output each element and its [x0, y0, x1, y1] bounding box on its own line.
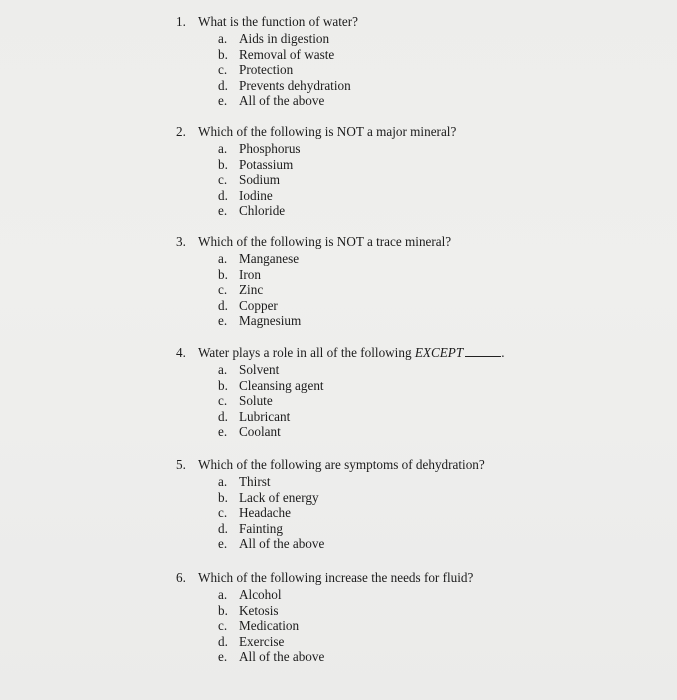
option-text: Copper [239, 297, 278, 313]
answer-options [176, 141, 616, 219]
question-number: 5. [176, 457, 186, 472]
question-number: 4. [176, 345, 186, 360]
option-text: Lubricant [239, 408, 291, 424]
option-letter: b. [218, 489, 228, 505]
question-stem [176, 124, 616, 140]
option-text: Iodine [239, 187, 273, 203]
option-letter: a. [218, 474, 228, 489]
answer-option[interactable] [176, 298, 616, 314]
option-letter: e. [218, 313, 228, 329]
question-text [198, 345, 505, 360]
answer-options [176, 31, 616, 109]
option-letter: e. [218, 93, 228, 109]
question-stem [176, 234, 616, 250]
option-text: Protection [239, 62, 294, 78]
option-text: Solute [239, 393, 273, 409]
option-text: Iron [239, 266, 261, 282]
answer-option[interactable] [176, 378, 616, 394]
answer-option[interactable] [176, 490, 616, 506]
option-text: Sodium [239, 172, 281, 188]
option-letter: c. [218, 618, 228, 634]
option-letter: e. [218, 649, 228, 665]
question-text-end: . [501, 345, 505, 360]
answer-option[interactable] [176, 409, 616, 425]
option-text: All of the above [239, 536, 325, 552]
answer-option[interactable] [176, 31, 616, 47]
question-text: What is the function of water? [198, 14, 359, 29]
option-letter: d. [218, 633, 228, 649]
question-number: 6. [176, 570, 186, 585]
question-stem [176, 570, 616, 586]
option-text: Alcohol [239, 587, 282, 602]
question-6 [176, 570, 616, 665]
option-letter: c. [218, 393, 228, 409]
option-text: Chloride [239, 203, 286, 219]
answer-option[interactable] [176, 649, 616, 665]
answer-option[interactable] [176, 536, 616, 552]
answer-option[interactable] [176, 141, 616, 157]
answer-option[interactable] [176, 93, 616, 109]
answer-option[interactable] [176, 474, 616, 490]
option-text: Ketosis [239, 602, 279, 618]
answer-option[interactable] [176, 78, 616, 94]
answer-option[interactable] [176, 282, 616, 298]
question-1 [176, 14, 616, 109]
option-letter: d. [218, 408, 228, 424]
option-text: Magnesium [239, 313, 302, 329]
option-letter: e. [218, 536, 228, 552]
option-text: Cleansing agent [239, 377, 324, 393]
option-letter: d. [218, 187, 228, 203]
option-letter: b. [218, 46, 228, 62]
option-text: Fainting [239, 520, 283, 536]
option-letter: e. [218, 203, 228, 219]
answer-option[interactable] [176, 393, 616, 409]
option-text: Removal of waste [239, 46, 335, 62]
question-text-main: Water plays a role in all of the following [198, 345, 415, 360]
answer-options [176, 251, 616, 329]
answer-option[interactable] [176, 267, 616, 283]
answer-option[interactable] [176, 313, 616, 329]
question-3 [176, 234, 616, 329]
option-text: Potassium [239, 156, 294, 172]
question-4 [176, 345, 616, 440]
question-number: 2. [176, 124, 186, 139]
answer-option[interactable] [176, 603, 616, 619]
option-letter: a. [218, 587, 228, 602]
answer-option[interactable] [176, 634, 616, 650]
answer-option[interactable] [176, 362, 616, 378]
option-text: Phosphorus [239, 141, 301, 156]
option-letter: c. [218, 282, 228, 298]
question-number: 3. [176, 234, 186, 249]
answer-option[interactable] [176, 62, 616, 78]
answer-option[interactable] [176, 172, 616, 188]
question-text: Which of the following increase the needs for fluid? [198, 570, 474, 585]
option-letter: a. [218, 141, 228, 156]
option-letter: e. [218, 424, 228, 440]
option-text: Medication [239, 618, 300, 634]
question-stem [176, 14, 616, 30]
option-letter: d. [218, 520, 228, 536]
option-letter: d. [218, 297, 228, 313]
option-letter: b. [218, 602, 228, 618]
answer-options [176, 362, 616, 440]
option-text: All of the above [239, 93, 325, 109]
answer-option[interactable] [176, 203, 616, 219]
question-text: Which of the following is NOT a trace mineral? [198, 234, 452, 249]
option-letter: b. [218, 266, 228, 282]
option-text: Headache [239, 505, 291, 521]
answer-option[interactable] [176, 521, 616, 537]
answer-blank[interactable] [465, 345, 501, 357]
question-emphasis: EXCEPT [414, 345, 464, 360]
answer-option[interactable] [176, 157, 616, 173]
option-letter: c. [218, 172, 228, 188]
question-text: Which of the following are symptoms of dehydration? [198, 457, 485, 472]
option-text: Manganese [239, 251, 300, 266]
answer-options [176, 474, 616, 552]
option-text: Prevents dehydration [239, 77, 351, 93]
option-text: Exercise [239, 633, 285, 649]
answer-option[interactable] [176, 424, 616, 440]
question-2 [176, 124, 616, 219]
answer-option[interactable] [176, 618, 616, 634]
option-letter: a. [218, 362, 228, 377]
question-stem [176, 345, 616, 361]
option-letter: b. [218, 377, 228, 393]
answer-option[interactable] [176, 587, 616, 603]
answer-option[interactable] [176, 251, 616, 267]
answer-options [176, 587, 616, 665]
option-text: All of the above [239, 649, 325, 665]
answer-option[interactable] [176, 47, 616, 63]
option-text: Zinc [239, 282, 264, 298]
option-letter: d. [218, 77, 228, 93]
question-number: 1. [176, 14, 186, 29]
answer-option[interactable] [176, 505, 616, 521]
option-text: Coolant [239, 424, 281, 440]
option-text: Lack of energy [239, 489, 319, 505]
option-letter: c. [218, 62, 228, 78]
option-letter: b. [218, 156, 228, 172]
option-text: Thirst [239, 474, 271, 489]
question-5 [176, 457, 616, 552]
question-stem [176, 457, 616, 473]
question-text: Which of the following is NOT a major mineral? [198, 124, 457, 139]
option-text: Aids in digestion [239, 31, 330, 46]
option-text: Solvent [239, 362, 280, 377]
option-letter: a. [218, 251, 228, 266]
answer-option[interactable] [176, 188, 616, 204]
option-letter: a. [218, 31, 228, 46]
option-letter: c. [218, 505, 228, 521]
